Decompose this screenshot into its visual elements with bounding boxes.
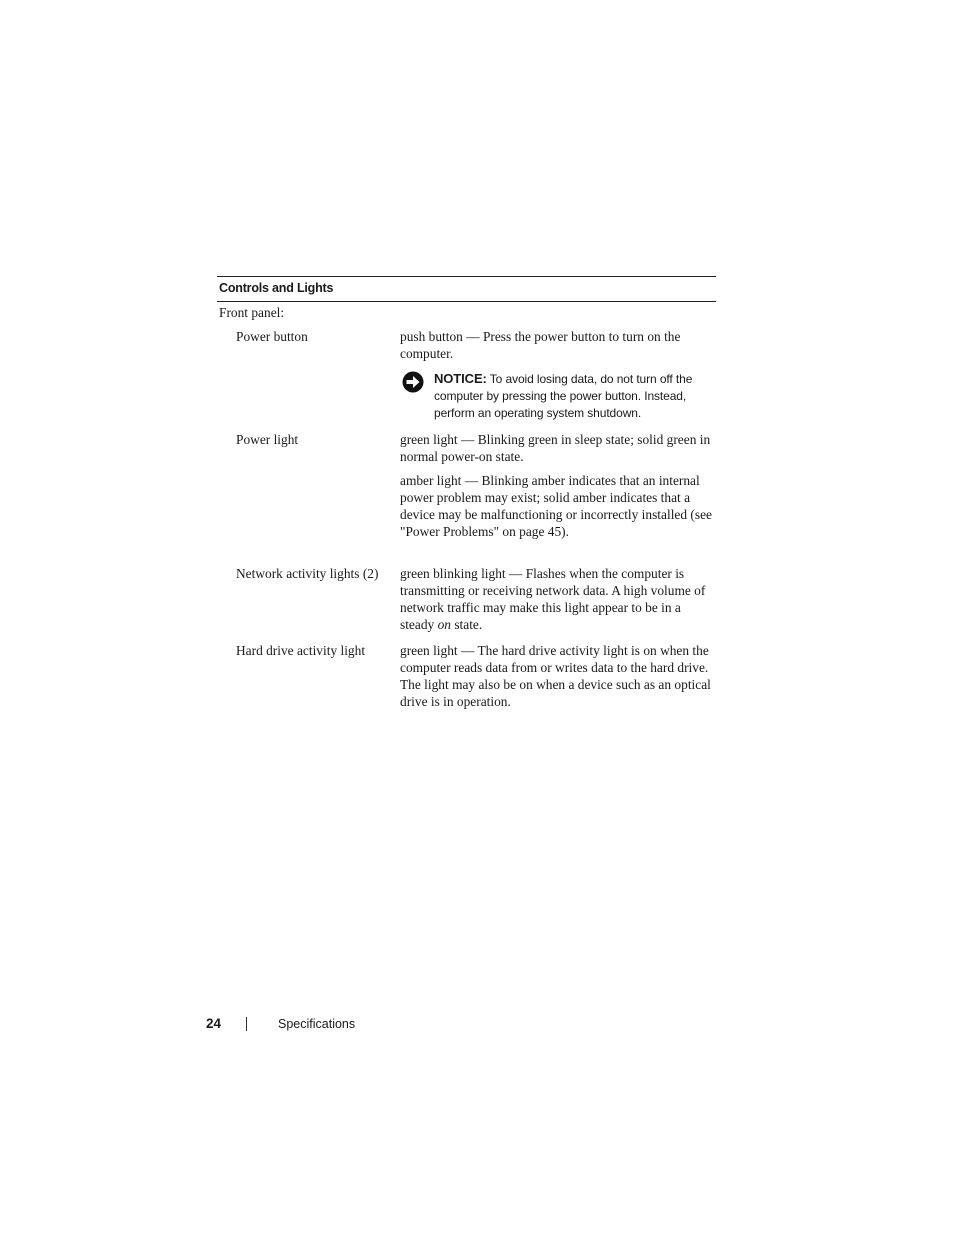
description-emphasis: on <box>437 617 451 632</box>
controls-lights-table <box>217 276 716 709</box>
section-label: Front panel: <box>219 305 285 320</box>
description-text: green light — The hard drive activity light is on when the computer reads data from or writes data to the hard drive. The light may also be on when a device such as an optical drive is in operation. <box>400 643 711 709</box>
description-text: green light — Blinking green in sleep state; solid green in normal power-on state. <box>400 432 711 464</box>
notice-box <box>400 370 716 422</box>
row-label: Power button <box>236 329 308 344</box>
description-text-start: green blinking light — Flashes when the computer is transmitting or receiving network data. A high volume of network traffic may make this light appear to be in a steady <box>400 566 706 632</box>
row-label: Power light <box>236 432 299 447</box>
row-description <box>400 565 716 633</box>
row-label: Hard drive activity light <box>236 643 366 658</box>
description-text <box>400 565 716 633</box>
row-description <box>400 328 716 422</box>
page-number: 24 <box>206 1016 222 1031</box>
footer-divider <box>246 1017 247 1031</box>
description-text: amber light — Blinking amber indicates that an internal power problem may exist; solid amber indicates that a device may be malfunctioning or incorrectly installed (see "Power Problems" on page 45). <box>400 473 712 539</box>
notice-text: To avoid losing data, do not turn off the computer by pressing the power button. Instead, perform an operating system shutdown. <box>434 372 693 420</box>
row-description <box>400 431 716 540</box>
table-header: Controls and Lights <box>217 276 716 302</box>
description-text-end: state. <box>454 617 483 632</box>
description-text: push button — Press the power button to turn on the computer. <box>400 329 681 361</box>
row-label: Network activity lights (2) <box>236 566 379 581</box>
footer-section-title: Specifications <box>278 1017 356 1031</box>
row-description <box>400 642 716 710</box>
notice-arrow-icon <box>402 371 424 393</box>
notice-label: NOTICE: <box>434 371 487 386</box>
